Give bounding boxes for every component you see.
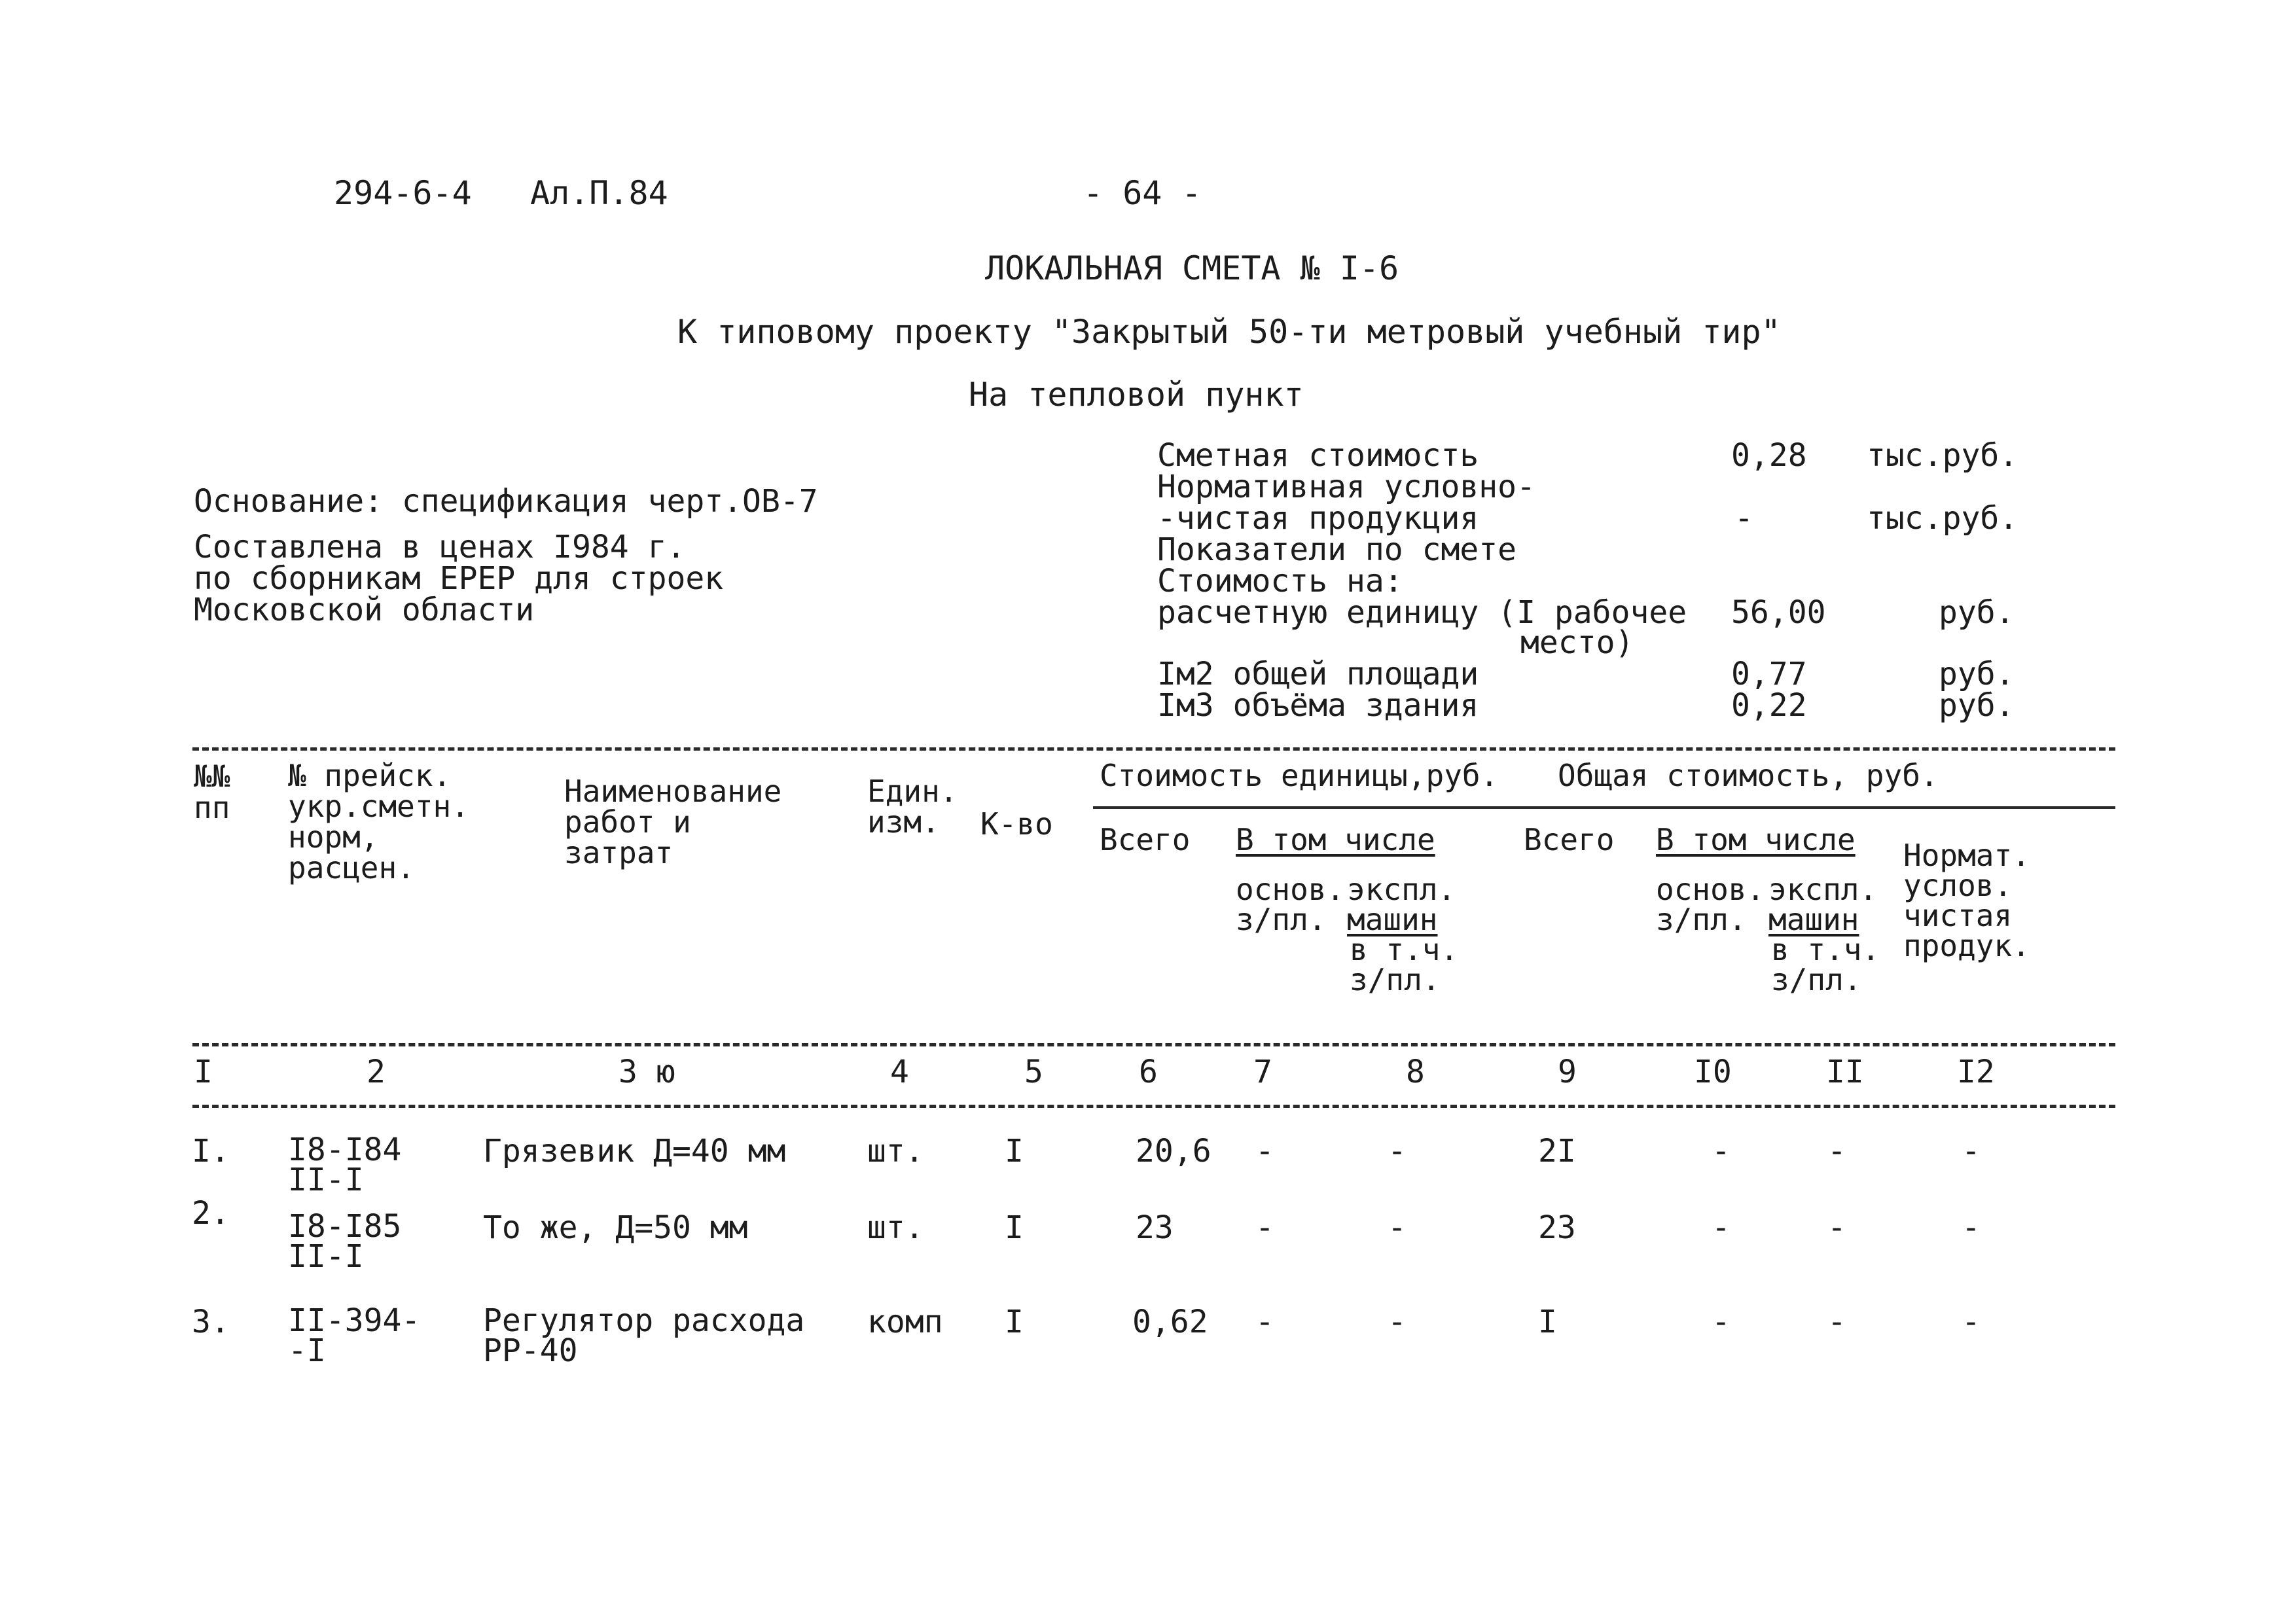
row-price-code: I8-I84 II-I xyxy=(288,1132,402,1198)
row-price-code: I8-I85 II-I xyxy=(288,1208,402,1275)
row-total: I xyxy=(1538,1304,1557,1340)
norm-product-unit: тыс.руб. xyxy=(1867,500,2018,537)
basis-line-2: Составлена в ценах I984 г. xyxy=(194,529,686,565)
row-number: 3. xyxy=(192,1304,230,1340)
column-number-1: I xyxy=(194,1054,213,1090)
volume-cost-unit: руб. xyxy=(1939,687,2015,724)
column-number-7: 7 xyxy=(1253,1054,1272,1090)
project-title: К типовому проекту "Закрытый 50-ти метровый учебный тир" xyxy=(677,313,1781,351)
column-number-3: 3 ю xyxy=(619,1054,675,1090)
column-number-10: I0 xyxy=(1694,1054,1732,1090)
header-col-price-code: № прейск. укр.сметн. норм, расцен. xyxy=(288,758,469,885)
basis-line-3: по сборникам ЕРЕР для строек xyxy=(194,560,724,597)
row-name: Регулятор расхода РР-40 xyxy=(483,1302,805,1369)
header-unit-incl-wage: в т.ч. з/пл. xyxy=(1350,932,1459,997)
norm-product-label-2: -чистая продукция xyxy=(1157,500,1479,537)
row-unit-machine: - xyxy=(1388,1304,1407,1340)
unit-cost-value: 56,00 xyxy=(1731,594,1826,631)
section-title: На тепловой пункт xyxy=(969,376,1304,414)
header-total-machine-exp: экспл. xyxy=(1768,872,1878,907)
row-number: 2. xyxy=(192,1195,230,1232)
column-number-2: 2 xyxy=(367,1054,386,1090)
unit-cost-label: расчетную единицу (I рабочее xyxy=(1157,594,1687,631)
header-unit-machine-exp: экспл. xyxy=(1347,872,1456,907)
header-total-total: Всего xyxy=(1524,822,1615,857)
estimated-cost-unit: тыс.руб. xyxy=(1867,437,2018,474)
row-quantity: I xyxy=(1005,1133,1024,1169)
row-name: То же, Д=50 мм xyxy=(483,1209,748,1246)
header-total-incl-wage: в т.ч. з/пл. xyxy=(1771,932,1880,997)
volume-cost-label: Iм3 объёма здания xyxy=(1157,687,1479,724)
basis-line-1: Основание: спецификация черт.ОВ-7 xyxy=(194,483,818,520)
row-unit-wage: - xyxy=(1255,1304,1274,1340)
area-cost-value: 0,77 xyxy=(1731,656,1807,692)
unit-cost-label-cont: место) xyxy=(1520,624,1634,661)
header-col-number: №№ пп xyxy=(194,758,230,826)
column-number-4: 4 xyxy=(890,1054,909,1090)
header-unit-cost-group: Стоимость единицы,руб. xyxy=(1100,758,1499,793)
row-quantity: I xyxy=(1005,1304,1024,1340)
row-unit-wage: - xyxy=(1255,1133,1274,1169)
document-title: ЛОКАЛЬНАЯ СМЕТА № I-6 xyxy=(985,249,1399,287)
header-col-quantity: К-во xyxy=(980,806,1053,842)
column-number-5: 5 xyxy=(1024,1054,1043,1090)
row-name: Грязевик Д=40 мм xyxy=(483,1133,786,1169)
header-unit-base-wage: основ. з/пл. xyxy=(1236,872,1345,937)
row-norm-net: - xyxy=(1962,1133,1981,1169)
header-col-unit: Един. изм. xyxy=(867,774,958,840)
album-number: Ал.П.84 xyxy=(530,174,668,212)
column-number-8: 8 xyxy=(1406,1054,1425,1090)
row-total-wage: - xyxy=(1712,1209,1731,1246)
page-number: - 64 - xyxy=(1083,174,1202,212)
row-unit-machine: - xyxy=(1388,1133,1407,1169)
column-number-12: I2 xyxy=(1957,1054,1995,1090)
header-total-cost-group: Общая стоимость, руб. xyxy=(1558,758,1939,793)
volume-cost-value: 0,22 xyxy=(1731,687,1807,724)
row-unit-wage: - xyxy=(1255,1209,1274,1246)
row-total: 2I xyxy=(1538,1133,1576,1169)
row-unit-total: 20,6 xyxy=(1136,1133,1211,1169)
unit-cost-unit: руб. xyxy=(1939,594,2015,631)
header-total-including: В том числе xyxy=(1656,822,1856,857)
row-quantity: I xyxy=(1005,1209,1024,1246)
column-numbers-top-rule xyxy=(192,1043,2115,1046)
column-number-11: II xyxy=(1826,1054,1864,1090)
norm-product-value: - xyxy=(1734,500,1753,537)
row-total-machine: - xyxy=(1827,1304,1846,1340)
header-col-name: Наименование работ и затрат xyxy=(564,774,782,870)
area-cost-label: Iм2 общей площади xyxy=(1157,656,1479,692)
row-unit-machine: - xyxy=(1388,1209,1407,1246)
table-top-rule xyxy=(192,747,2115,751)
row-total-wage: - xyxy=(1712,1304,1731,1340)
column-numbers-bottom-rule xyxy=(192,1105,2115,1108)
header-unit-machines: машин xyxy=(1347,902,1438,937)
header-norm-net-product: Нормат. услов. чистая продук. xyxy=(1903,838,2030,963)
row-unit-total: 23 xyxy=(1136,1209,1174,1246)
header-total-base-wage: основ. з/пл. xyxy=(1656,872,1765,937)
row-total-machine: - xyxy=(1827,1133,1846,1169)
header-group-rule xyxy=(1093,806,2115,809)
row-total-machine: - xyxy=(1827,1209,1846,1246)
cost-per-label: Стоимость на: xyxy=(1157,563,1403,599)
indicators-label: Показатели по смете xyxy=(1157,531,1517,568)
row-norm-net: - xyxy=(1962,1304,1981,1340)
header-total-machines: машин xyxy=(1768,902,1859,937)
column-number-9: 9 xyxy=(1558,1054,1577,1090)
header-unit-including: В том числе xyxy=(1236,822,1435,857)
row-unit: комп xyxy=(867,1304,943,1340)
column-number-6: 6 xyxy=(1139,1054,1158,1090)
header-unit-total: Всего xyxy=(1100,822,1191,857)
row-number: I. xyxy=(192,1133,230,1169)
norm-product-label-1: Нормативная условно- xyxy=(1157,469,1535,505)
row-price-code: II-394- -I xyxy=(288,1302,421,1369)
row-unit: шт. xyxy=(867,1133,924,1169)
row-total-wage: - xyxy=(1712,1133,1731,1169)
row-unit-total: 0,62 xyxy=(1132,1304,1208,1340)
estimated-cost-value: 0,28 xyxy=(1731,437,1807,474)
basis-line-4: Московской области xyxy=(194,592,535,628)
row-norm-net: - xyxy=(1962,1209,1981,1246)
estimated-cost-label: Сметная стоимость xyxy=(1157,437,1479,474)
row-unit: шт. xyxy=(867,1209,924,1246)
area-cost-unit: руб. xyxy=(1939,656,2015,692)
document-code: 294-6-4 xyxy=(334,174,472,212)
row-total: 23 xyxy=(1538,1209,1576,1246)
